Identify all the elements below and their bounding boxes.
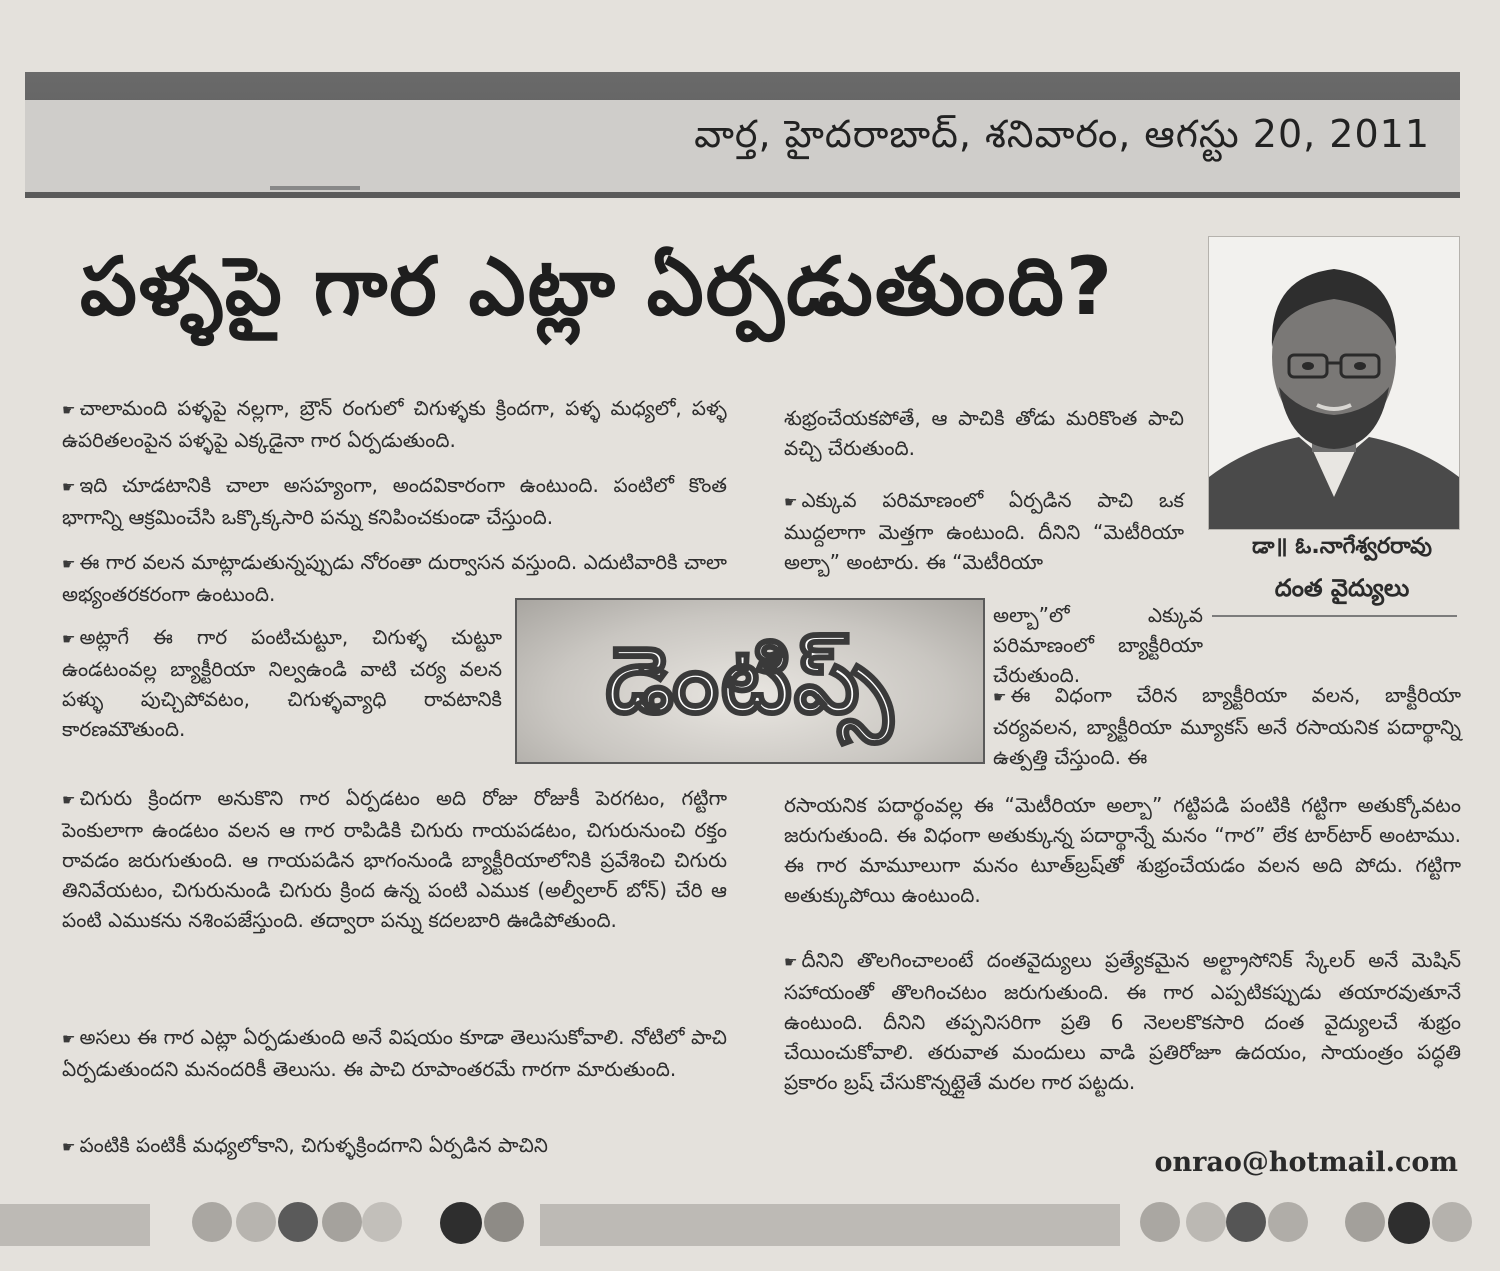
paragraph: ☛ ఎక్కువ పరిమాణంలో ఏర్పడిన పాచి ఒక ముద్దలాగా మెత్తగా ఉంటుంది. దీనిని “మెటీరియా అల్బా” అంటారు. ఈ “మెటీరియా <box>784 488 1184 574</box>
bullet-icon: ☛ <box>62 630 76 648</box>
paragraph: రసాయనిక పదార్థంవల్ల ఈ “మెటీరియా అల్బా” గట్టిపడి పంటికి గట్టిగా అతుక్కోవటం జరుగుతుంది. ఈ విధంగా అతుక్కున్న పదార్థాన్నే మనం “గార” లేక టార్‌టార్ అంటాము. ఈ గార మామూలుగా మనం టూత్‌బ్రష్‌తో శుభ్రంచేయడం వలన అది పోదు. గట్టిగా అతుక్కుపోయి ఉంటుంది. <box>784 793 1461 907</box>
paragraph: ☛ చిగురు క్రిందగా అనుకొని గార ఏర్పడటం అది రోజు రోజుకీ పెరగటం, గట్టిగా పెంకులాగా ఉండటం వలన ఆ గార రాపిడికి చిగురు గాయపడటం, చిగురునుంచి రక్తం రావడం జరుగుతుంది. ఆ గాయపడిన భాగంనుండి బ్యాక్టీరియాలోనికి ప్రవేశించి చిగురు తినివేయటం, చిగురునుండి చిగురు క్రింద ఉన్న పంటి ఎముక (అల్వీలార్ బోన్) చేరి ఆ పంటి ఎముకను నశింపజేస్తుంది. తద్వారా పన్ను కదలబారి ఊడిపోతుంది. <box>62 786 727 932</box>
author-name: డా॥ ఓ.నాగేశ్వరరావు <box>1252 534 1432 559</box>
paragraph: ☛ అట్లాగే ఈ గార పంటిచుట్టూ, చిగుళ్ళ చుట్టూ ఉండటంవల్ల బ్యాక్టీరియా నిల్వఉండి వాటి చర్య వలన పళ్ళు పుచ్చిపోవటం, చిగుళ్ళవ్యాధి రావటానికి కారణమౌతుంది. <box>62 625 502 741</box>
author-email: onrao@hotmail.com <box>1154 1147 1458 1178</box>
decor-dot <box>1345 1202 1385 1242</box>
bullet-icon: ☛ <box>62 791 76 809</box>
bullet-icon: ☛ <box>784 953 798 971</box>
paragraph: శుభ్రంచేయకపోతే, ఆ పాచికి తోడు మరికొంత పాచి వచ్చి చేరుతుంది. <box>784 406 1184 460</box>
decor-dot <box>1226 1202 1266 1242</box>
decor-dot <box>1268 1202 1308 1242</box>
byline-divider <box>1212 615 1457 617</box>
paragraph: ☛ ఈ గార వలన మాట్లాడుతున్నప్పుడు నోరంతా దుర్వాసన వస్తుంది. ఎదుటివారికి చాలా అభ్యంతరకరంగా ఉంటుంది. <box>62 550 727 606</box>
decor-dot <box>1140 1202 1180 1242</box>
bullet-icon: ☛ <box>993 688 1007 706</box>
decor-dot <box>484 1202 524 1242</box>
decor-dot <box>362 1202 402 1242</box>
bullet-icon: ☛ <box>784 493 798 511</box>
decor-dot <box>236 1202 276 1242</box>
decor-dot <box>440 1202 482 1244</box>
author-title: దంత వైద్యులు <box>1274 574 1410 602</box>
paragraph: ☛ అసలు ఈ గార ఎట్లా ఏర్పడుతుంది అనే విషయం కూడా తెలుసుకోవాలి. నోటిలో పాచి ఏర్పడుతుందని మనందరికీ తెలుసు. ఈ పాచి రూపాంతరమే గారగా మారుతుంది. <box>62 1025 727 1081</box>
decor-dot <box>1186 1202 1226 1242</box>
bullet-icon: ☛ <box>62 1138 76 1156</box>
divider <box>270 186 360 190</box>
portrait-image <box>1209 237 1459 529</box>
bullet-icon: ☛ <box>62 478 76 496</box>
paragraph: ☛ ఈ విధంగా చేరిన బ్యాక్టీరియా వలన, బాక్టీరియా చర్యవలన, బ్యాక్టీరియా మ్యూకస్ అనే రసాయనిక పదార్థాన్ని ఉత్పత్తి చేస్తుంది. ఈ <box>993 683 1461 769</box>
dentips-badge <box>515 598 985 764</box>
bullet-icon: ☛ <box>62 1030 76 1048</box>
decor-dot <box>192 1202 232 1242</box>
decor-dot <box>278 1202 318 1242</box>
masthead-dateline: వార్త, హైదరాబాద్, శనివారం, ఆగస్టు 20, 2011 <box>694 112 1430 156</box>
paragraph: ☛ దీనిని తొలగించాలంటే దంతవైద్యులు ప్రత్యేకమైన అల్ట్రాసోనిక్ స్కేలర్ అనే మెషిన్ సహాయంతో తొలగించటం జరుగుతుంది. ఈ గార ఎప్పటికప్పుడు తయారవుతూనే ఉంటుంది. దీనిని తప్పనిసరిగా ప్రతి 6 నెలలకొకసారి దంత వైద్యులచే శుభ్రం చేయించుకోవాలి. తరువాత మందులు వాడి ప్రతిరోజూ ఉదయం, సాయంత్రం పద్ధతి ప్రకారం బ్రష్ చేసుకొన్నట్లైతే మరల గార పట్టదు. <box>784 948 1461 1094</box>
paragraph: అల్బా”లో ఎక్కువ పరిమాణంలో బ్యాక్టీరియా చేరుతుంది. <box>993 603 1203 687</box>
bullet-icon: ☛ <box>62 401 76 419</box>
badge-label: డెంటిప్స్ <box>605 627 895 734</box>
decor-block <box>540 1204 1120 1246</box>
author-photo <box>1208 236 1460 530</box>
decor-dot <box>1432 1202 1472 1242</box>
paragraph: ☛ ఇది చూడటానికి చాలా అసహ్యంగా, అందవికారంగా ఉంటుంది. పంటిలో కొంత భాగాన్ని ఆక్రమించేసి ఒక్కొక్కసారి పన్ను కనిపించకుండా చేస్తుంది. <box>62 473 727 529</box>
decor-block <box>0 1204 150 1246</box>
decor-dot <box>1388 1202 1430 1244</box>
paragraph: ☛ చాలామంది పళ్ళపై నల్లగా, బ్రౌన్ రంగులో చిగుళ్ళకు క్రిందగా, పళ్ళ మధ్యలో, పళ్ళ ఉపరితలంపైన పళ్ళపై ఎక్కడైనా గార ఏర్పడుతుంది. <box>62 396 727 452</box>
paragraph: ☛ పంటికి పంటికీ మధ్యలోకాని, చిగుళ్ళక్రిందగాని ఏర్పడిన పాచిని <box>62 1133 548 1157</box>
bullet-icon: ☛ <box>62 555 76 573</box>
decor-dot <box>322 1202 362 1242</box>
article-headline: పళ్ళపై గార ఎట్లా ఏర్పడుతుంది? <box>80 240 1115 333</box>
